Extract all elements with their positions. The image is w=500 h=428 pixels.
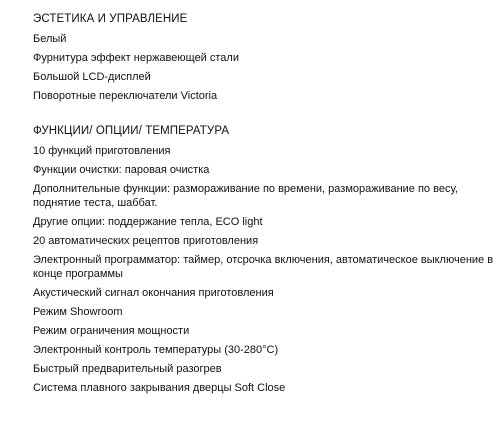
spec-list [33,32,495,103]
list-item: Белый [33,33,67,45]
spec-sheet [33,12,495,400]
section-functions-options-temperature [33,124,495,395]
list-item: Быстрый предварительный разогрев [33,363,222,375]
list-item: 20 автоматических рецептов приготовления [33,235,259,247]
list-item: Режим ограничения мощности [33,325,190,337]
list-item: Большой LCD-дисплей [33,71,151,83]
list-item: Система плавного закрывания дверцы Soft Close [33,382,286,394]
section-heading: ФУНКЦИИ/ ОПЦИИ/ ТЕМПЕРАТУРА [33,125,230,137]
list-item: 10 функций приготовления [33,145,171,157]
section-heading: ЭСТЕТИКА И УПРАВЛЕНИЕ [33,13,188,25]
section-aesthetics-control [33,12,495,103]
list-item: Поворотные переключатели Victoria [33,90,218,102]
list-item: Функции очистки: паровая очистка [33,164,210,176]
list-item: Дополнительные функции: размораживание по времени, размораживание по весу, поднятие теста, шаббат. [33,183,458,209]
list-item: Акустический сигнал окончания приготовления [33,287,274,299]
list-item: Электронный контроль температуры (30-280°C) [33,344,279,356]
list-item: Фурнитура эффект нержавеющей стали [33,52,239,64]
spec-list [33,144,495,395]
list-item: Электронный программатор: таймер, отсрочка включения, автоматическое выключение в конце программы [33,254,494,280]
list-item: Режим Showroom [33,306,123,318]
list-item: Другие опции: поддержание тепла, ECO light [33,216,263,228]
